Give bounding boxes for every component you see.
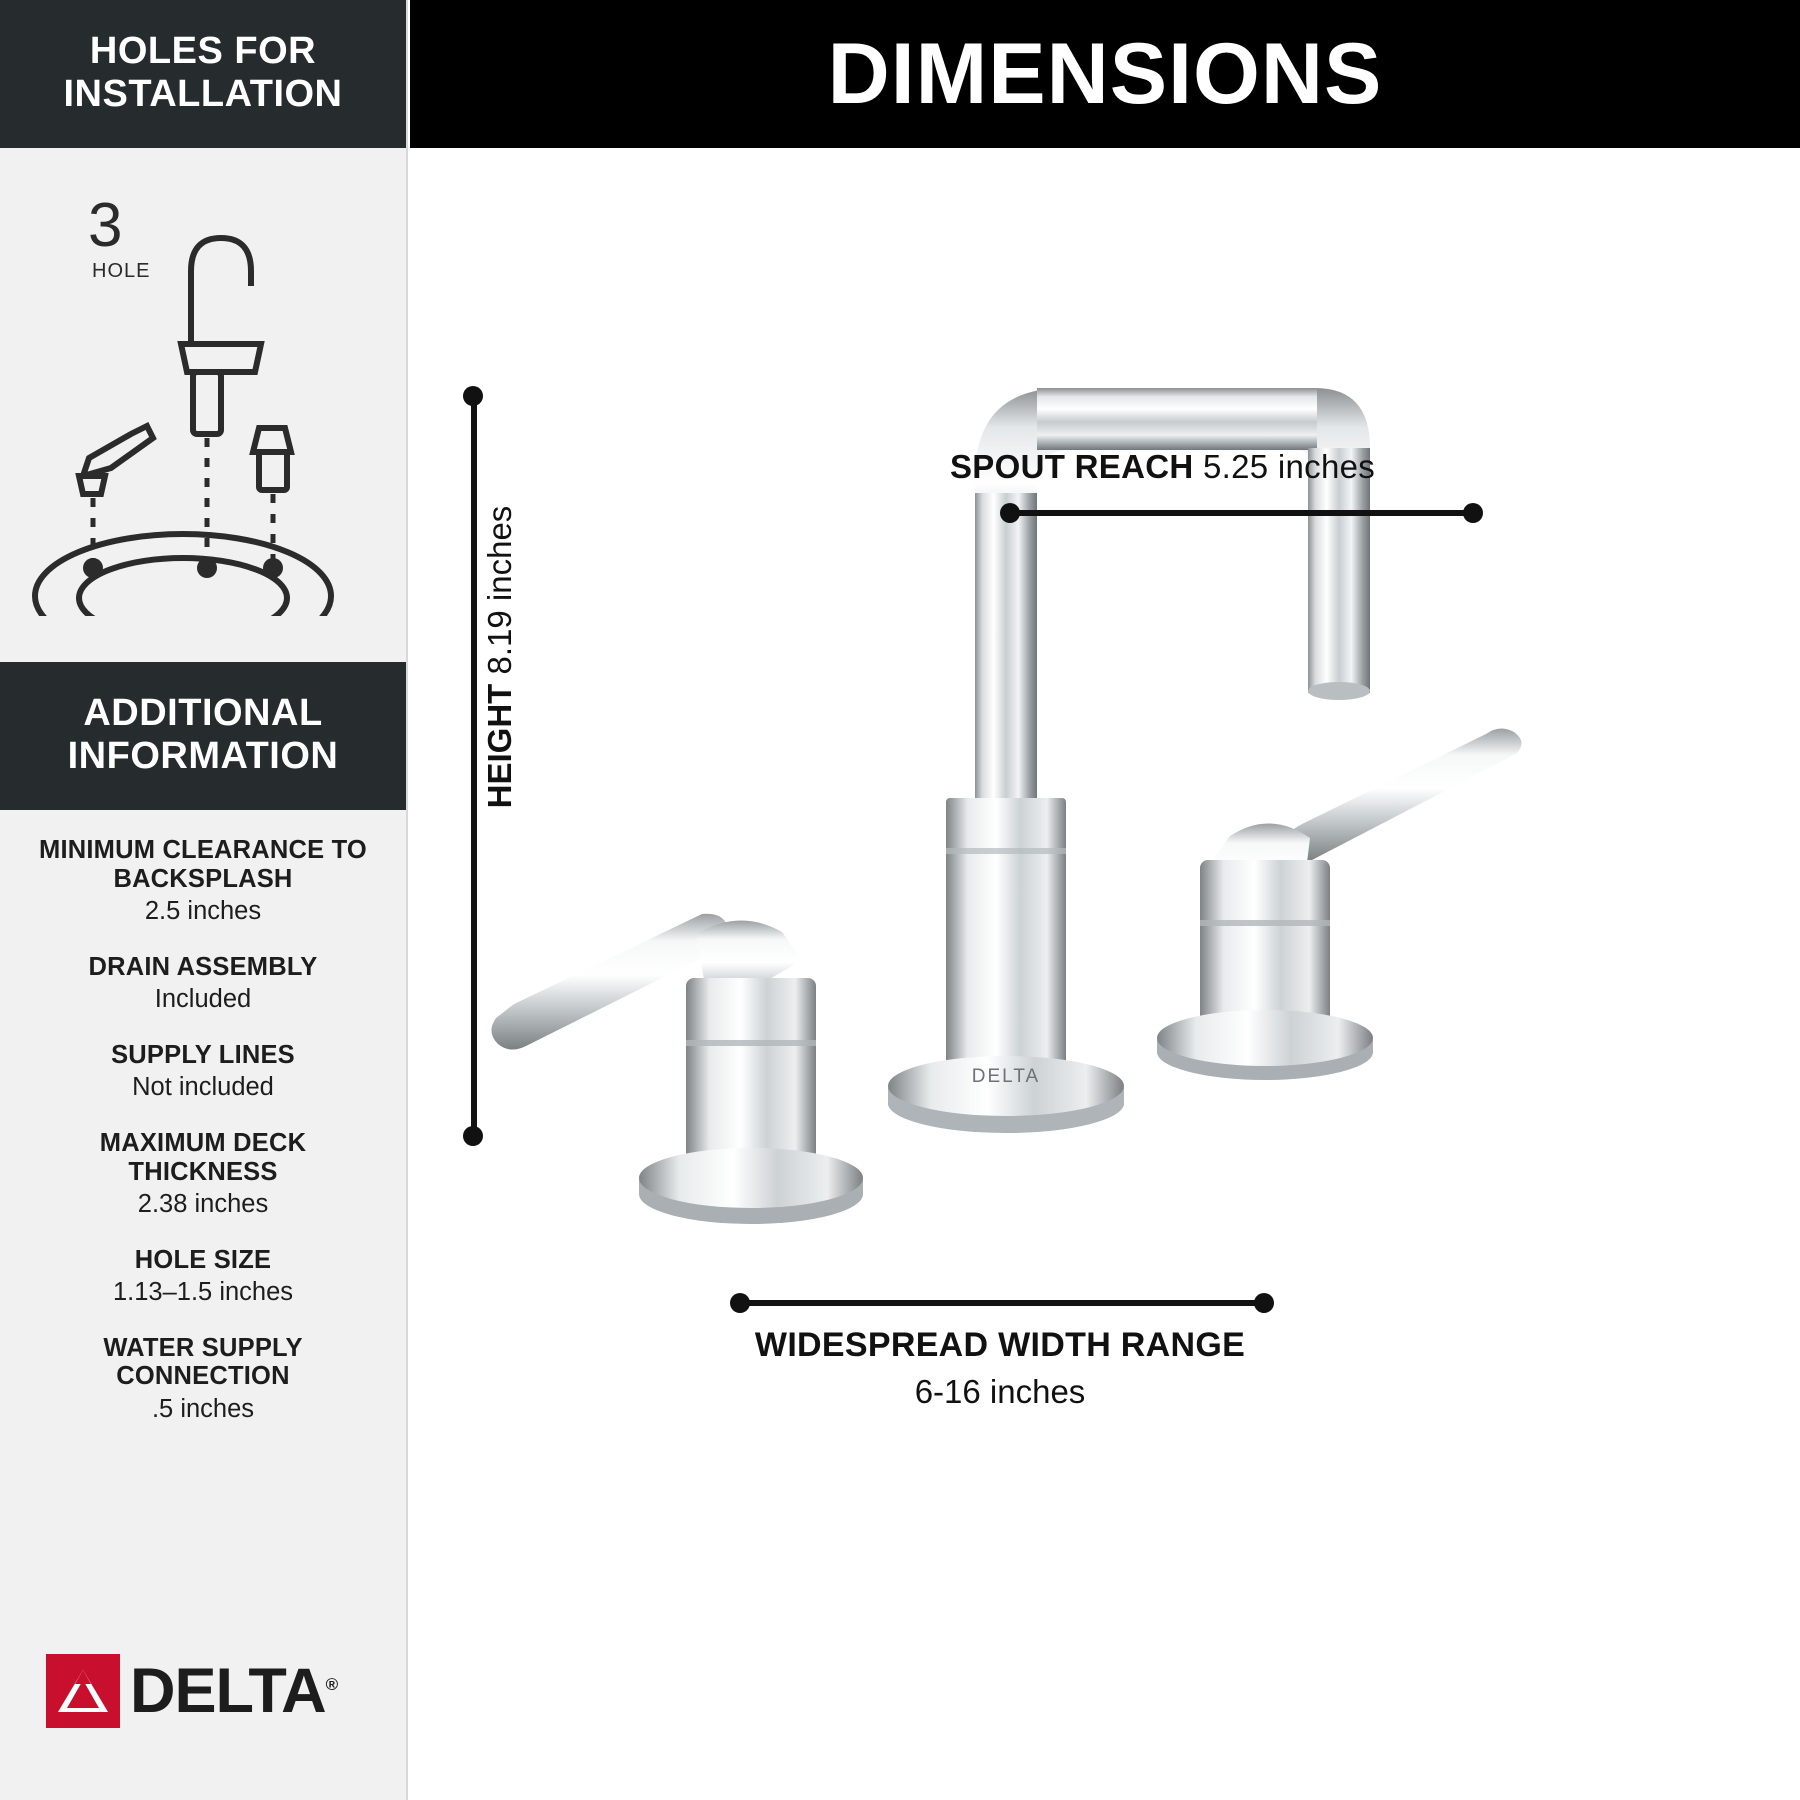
spout-reach-title: SPOUT REACH	[950, 448, 1194, 485]
info-item	[30, 1041, 376, 1103]
info-value: .5 inches	[151, 1394, 255, 1423]
delta-brand-text: DELTA	[130, 1655, 326, 1726]
height-label	[481, 487, 519, 827]
hole-count: 3	[88, 191, 123, 260]
height-line	[471, 396, 477, 1136]
widespread-endpoint-left	[730, 1293, 750, 1313]
page-title: DIMENSIONS	[827, 25, 1383, 122]
info-label: MINIMUM CLEARANCE TO BACKSPLASH	[39, 836, 367, 893]
spout-reach-line	[1008, 510, 1476, 516]
spout-reach-value: 5.25 inches	[1202, 448, 1376, 485]
info-item	[30, 1334, 376, 1425]
spout-reach-endpoint-right	[1463, 503, 1483, 523]
sidebar	[0, 0, 408, 1800]
info-value: 1.13–1.5 inches	[112, 1278, 294, 1307]
height-title: HEIGHT	[481, 683, 518, 809]
delta-triangle-icon	[46, 1654, 120, 1728]
sink-three-hole-icon	[23, 176, 383, 616]
info-value: Included	[154, 985, 252, 1014]
additional-information-banner	[0, 662, 406, 810]
additional-information-list	[0, 810, 406, 1424]
holes-banner-label: HOLES FOR INSTALLATION	[63, 30, 343, 115]
info-label: SUPPLY LINES	[111, 1040, 295, 1069]
dimensions-diagram	[410, 148, 1800, 1800]
info-item	[30, 836, 376, 927]
additional-banner-label: ADDITIONAL INFORMATION	[67, 692, 339, 777]
info-value: 2.5 inches	[144, 897, 262, 926]
delta-wordmark	[130, 1655, 338, 1726]
info-item	[30, 953, 376, 1015]
svg-text:DELTA: DELTA	[971, 1066, 1041, 1087]
delta-logo	[46, 1654, 337, 1728]
height-value: 8.19 inches	[481, 505, 518, 675]
info-label: WATER SUPPLY CONNECTION	[103, 1333, 303, 1391]
hole-count-label: HOLE	[92, 260, 151, 282]
info-item	[30, 1129, 376, 1220]
info-label: MAXIMUM DECK THICKNESS	[99, 1128, 307, 1186]
holes-for-installation-banner	[0, 0, 406, 148]
info-value: 2.38 inches	[137, 1190, 269, 1219]
widespread-line	[738, 1300, 1266, 1306]
widespread-label-group	[640, 1326, 1360, 1411]
widespread-value: 6-16 inches	[914, 1373, 1086, 1410]
height-endpoint-bottom	[463, 1126, 483, 1146]
faucet-illustration	[410, 148, 1800, 1800]
info-label: DRAIN ASSEMBLY	[88, 952, 318, 981]
spout-reach-label	[950, 448, 1375, 486]
holes-graphic-panel	[0, 148, 406, 662]
info-label: HOLE SIZE	[134, 1245, 272, 1274]
header-bar	[410, 0, 1800, 148]
info-item	[30, 1246, 376, 1308]
spout-reach-endpoint-left	[1000, 503, 1020, 523]
widespread-endpoint-right	[1254, 1293, 1274, 1313]
widespread-title: WIDESPREAD WIDTH RANGE	[754, 1326, 1246, 1364]
registered-mark: ®	[325, 1674, 338, 1694]
height-endpoint-top	[463, 386, 483, 406]
info-value: Not included	[132, 1073, 274, 1102]
